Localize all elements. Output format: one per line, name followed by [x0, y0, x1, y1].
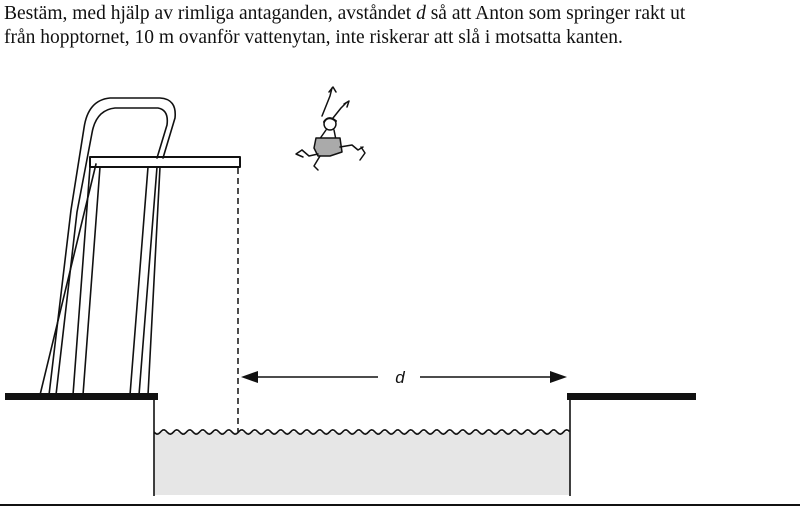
- jumper-front-leg: [340, 145, 363, 150]
- distance-variable: d: [416, 3, 426, 24]
- left-ground-ledge: [5, 393, 158, 400]
- jumper-back-foot: [296, 150, 303, 157]
- problem-line-1-start: Bestäm, med hjälp av rimliga antaganden, avståndet: [4, 3, 417, 24]
- problem-line-2: från hopptornet, 10 m ovanför vattenytan, inte riskerar att slå i motsatta kanten.: [4, 27, 623, 48]
- distance-label: d: [395, 368, 405, 387]
- ladder-rail-left-2: [83, 167, 100, 395]
- jumper-right-hand: [344, 101, 349, 107]
- distance-arrow-left-head: [241, 371, 258, 383]
- problem-line-1-end: så att Anton som springer rakt ut: [425, 3, 686, 24]
- jumper-back-shin: [314, 156, 320, 170]
- jumper-left-hand: [329, 87, 336, 92]
- tower-platform: [90, 157, 240, 167]
- tower-leg-back: [130, 167, 148, 395]
- right-ground-ledge: [567, 393, 696, 400]
- jumper-figure: [296, 87, 365, 170]
- diving-tower: [40, 98, 240, 395]
- jumper-left-arm: [322, 88, 332, 116]
- jumper-right-arm: [333, 103, 346, 118]
- ladder-rail-inner-left: [73, 167, 90, 395]
- pool-water: [154, 432, 570, 495]
- distance-arrow-right-head: [550, 371, 567, 383]
